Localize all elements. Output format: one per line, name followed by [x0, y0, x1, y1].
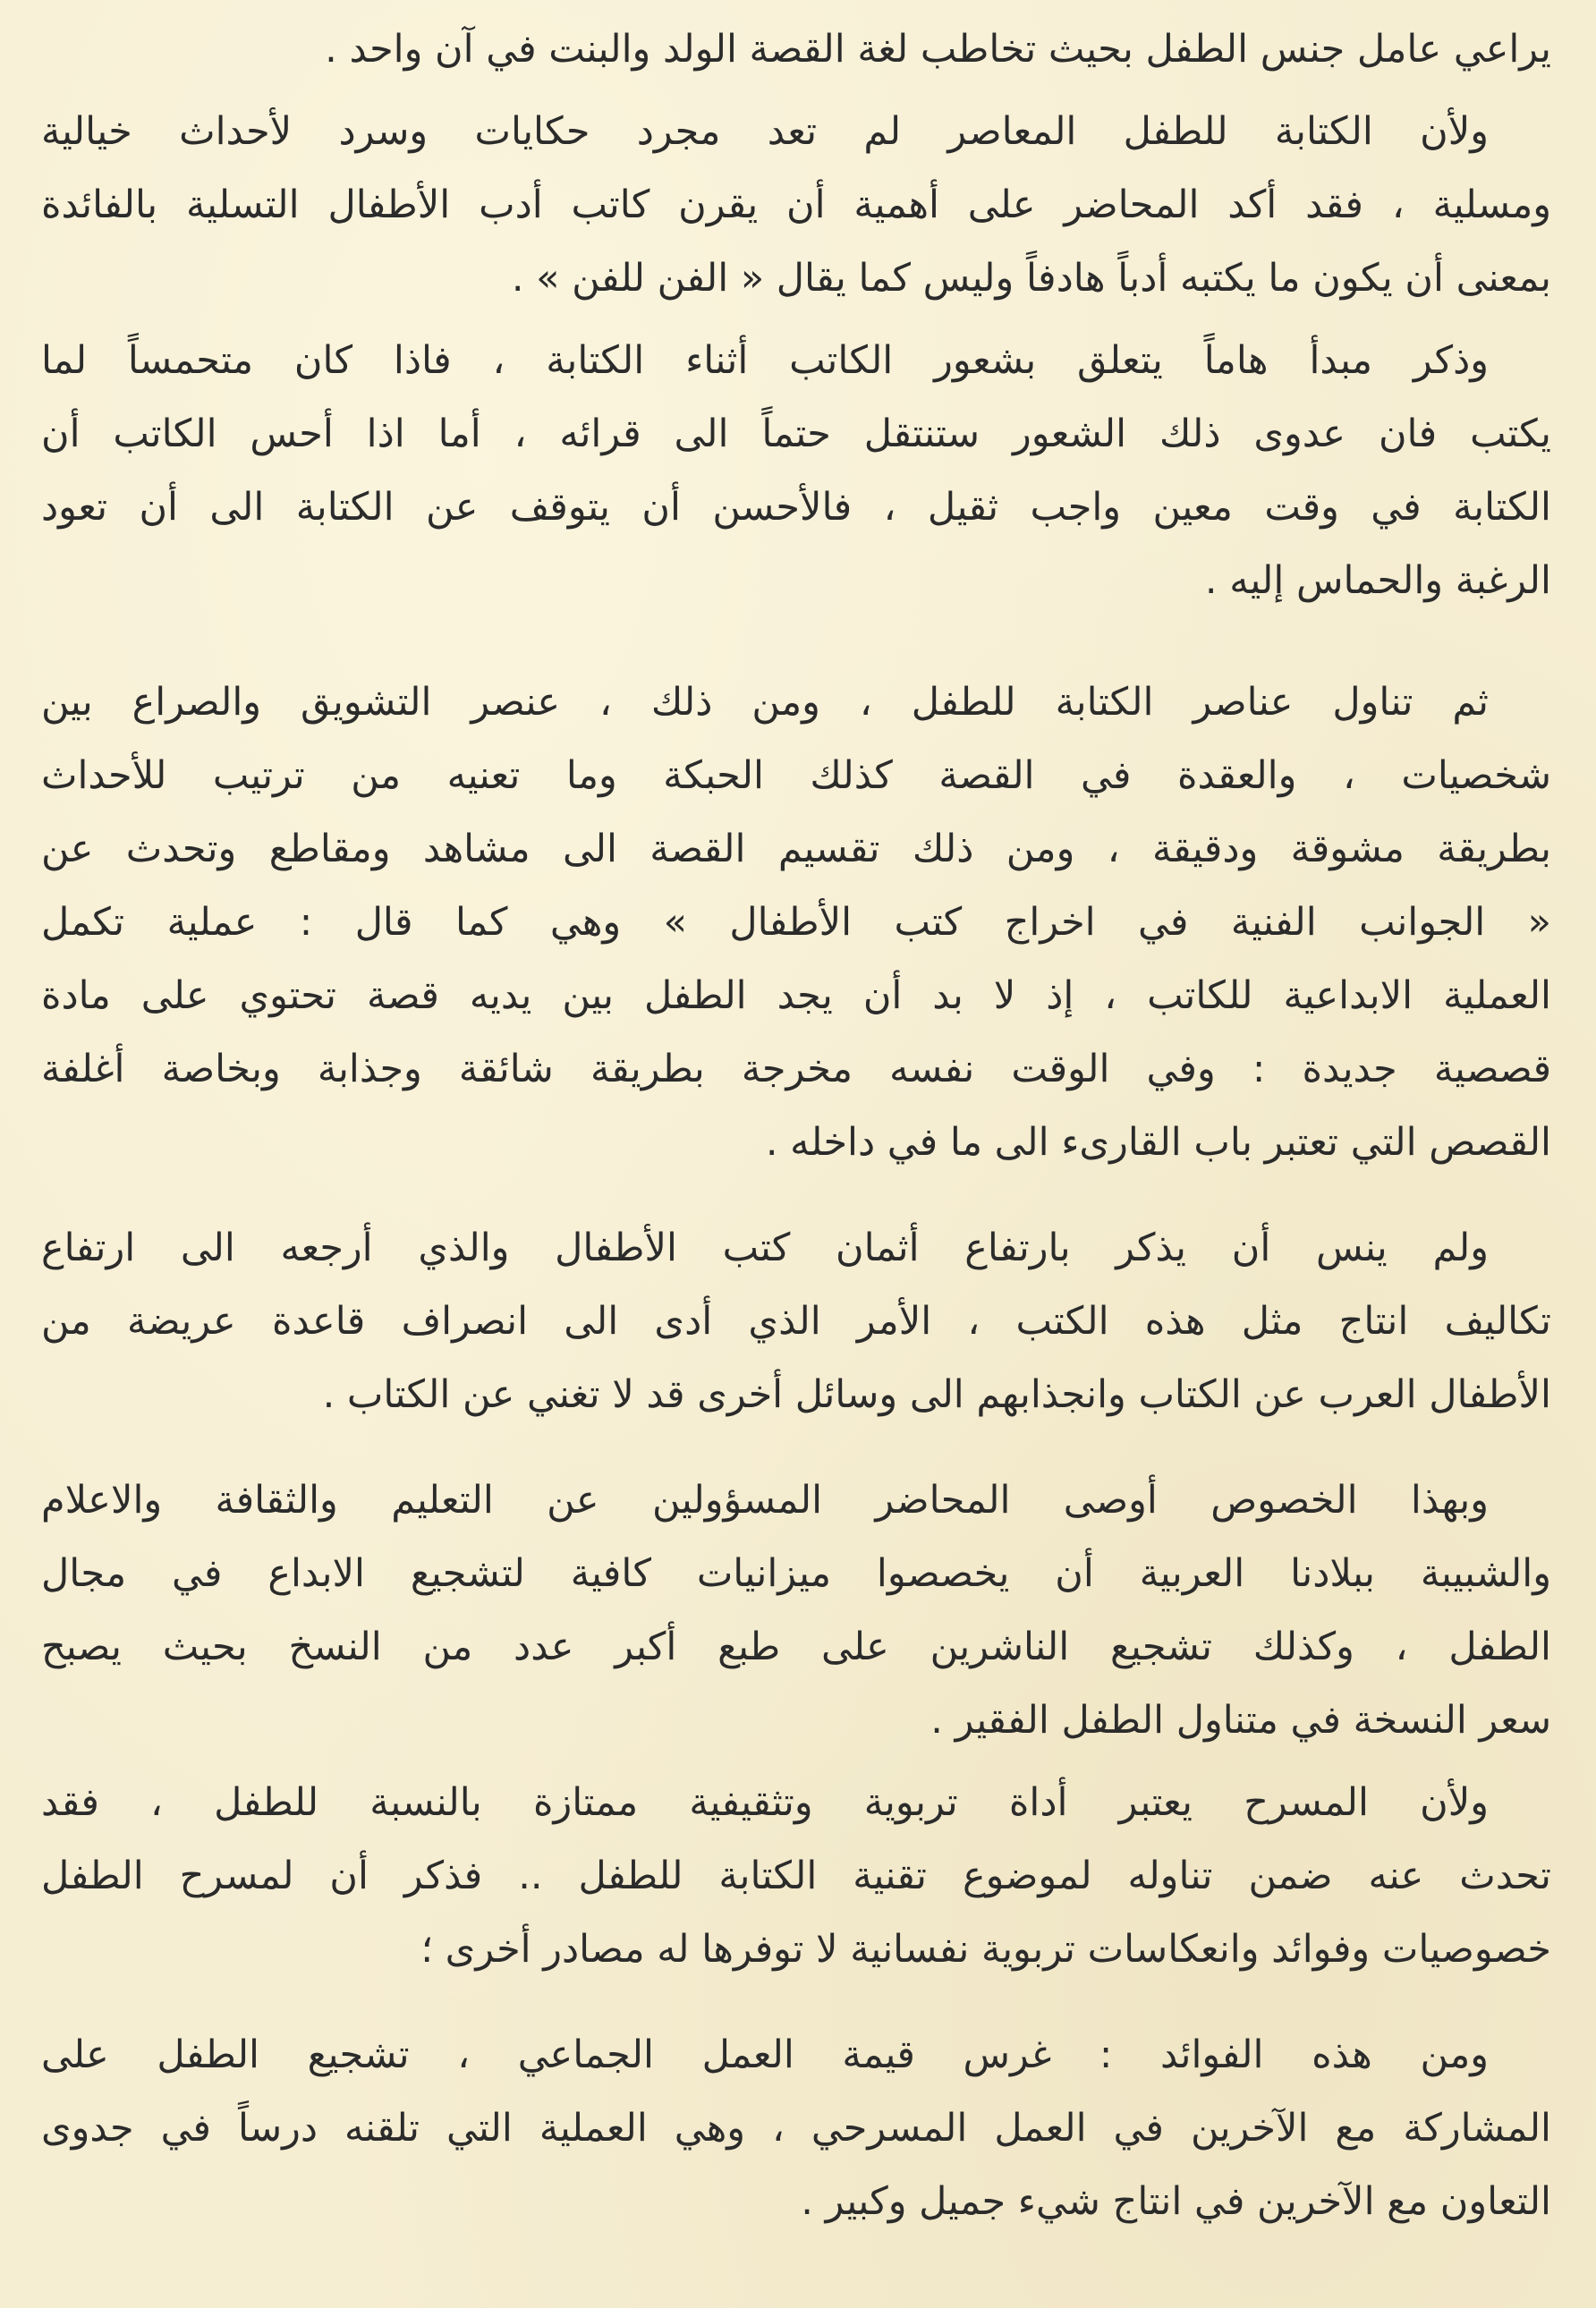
text-line: تكاليف انتاج مثل هذه الكتب ، الأمر الذي أدى الى انصراف قاعدة عريضة من [41, 1299, 1551, 1344]
paragraph-gap [41, 86, 1551, 95]
paragraph-4 [41, 666, 1551, 1179]
paragraph-2 [41, 95, 1551, 315]
paragraph-gap [41, 617, 1551, 666]
text-line: والشبيبة ببلادنا العربية أن يخصصوا ميزانيات كافية لتشجيع الابداع في مجال [41, 1551, 1551, 1596]
paragraph-gap [41, 1757, 1551, 1766]
text-line: وبهذا الخصوص أوصى المحاضر المسؤولين عن التعليم والثقافة والاعلام [41, 1478, 1489, 1523]
text-line: سعر النسخة في متناول الطفل الفقير . [930, 1698, 1551, 1743]
text-line: يكتب فان عدوى ذلك الشعور ستنتقل حتماً الى قرائه ، أما اذا أحس الكاتب أن [41, 412, 1551, 456]
text-line: التعاون مع الآخرين في انتاج شيء جميل وكبير . [801, 2179, 1551, 2224]
text-line: خصوصيات وفوائد وانعكاسات تربوية نفسانية لا توفرها له مصادر أخرى ؛ [420, 1927, 1551, 1972]
text-line: بمعنى أن يكون ما يكتبه أدباً هادفاً وليس كما يقال « الفن للفن » . [511, 256, 1551, 301]
text-line: الأطفال العرب عن الكتاب وانجذابهم الى وسائل أخرى قد لا تغني عن الكتاب . [322, 1372, 1551, 1417]
text-line: ومسلية ، فقد أكد المحاضر على أهمية أن يقرن كاتب أدب الأطفال التسلية بالفائدة [41, 182, 1551, 227]
text-line: ولم ينس أن يذكر بارتفاع أثمان كتب الأطفال والذي أرجعه الى ارتفاع [41, 1226, 1489, 1270]
text-line: شخصيات ، والعقدة في القصة كذلك الحبكة وما تعنيه من ترتيب للأحداث [41, 753, 1551, 798]
text-line: تحدث عنه ضمن تناوله لموضوع تقنية الكتابة للطفل .. فذكر أن لمسرح الطفل [41, 1854, 1551, 1898]
paragraph-gap [41, 1179, 1551, 1211]
text-line: المشاركة مع الآخرين في العمل المسرحي ، وهي العملية التي تلقنه درساً في جدوى [41, 2106, 1551, 2151]
text-line: بطريقة مشوقة ودقيقة ، ومن ذلك تقسيم القصة الى مشاهد ومقاطع وتحدث عن [41, 827, 1551, 871]
text-line: ولأن المسرح يعتبر أداة تربوية وتثقيفية ممتازة بالنسبة للطفل ، فقد [41, 1780, 1489, 1825]
paragraph-gap [41, 1431, 1551, 1464]
text-line: الرغبة والحماس إليه . [1204, 558, 1551, 603]
text-line: العملية الابداعية للكاتب ، إذ لا بد أن يجد الطفل بين يديه قصة تحتوي على مادة [41, 973, 1551, 1018]
text-line: الكتابة في وقت معين واجب ثقيل ، فالأحسن أن يتوقف عن الكتابة الى أن تعود [41, 485, 1551, 530]
text-line: ومن هذه الفوائد : غرس قيمة العمل الجماعي ، تشجيع الطفل على [41, 2032, 1489, 2077]
paragraph-gap [41, 315, 1551, 324]
text-line: يراعي عامل جنس الطفل بحيث تخاطب لغة القصة الولد والبنت في آن واحد . [325, 27, 1551, 72]
paragraph-8 [41, 2018, 1551, 2238]
text-line: ولأن الكتابة للطفل المعاصر لم تعد مجرد حكايات وسرد لأحداث خيالية [41, 109, 1489, 154]
paragraph-5 [41, 1211, 1551, 1431]
paragraph-7 [41, 1766, 1551, 1986]
text-line: وذكر مبدأ هاماً يتعلق بشعور الكاتب أثناء الكتابة ، فاذا كان متحمساً لما [41, 338, 1489, 383]
paragraph-gap [41, 1986, 1551, 2018]
paragraph-1 [41, 13, 1551, 86]
paragraph-3 [41, 324, 1551, 617]
text-line: قصصية جديدة : وفي الوقت نفسه مخرجة بطريقة شائقة وجذابة وبخاصة أغلفة [41, 1047, 1551, 1091]
text-line: الطفل ، وكذلك تشجيع الناشرين على طبع أكبر عدد من النسخ بحيث يصبح [41, 1625, 1551, 1669]
text-line: ثم تناول عناصر الكتابة للطفل ، ومن ذلك ، عنصر التشويق والصراع بين [41, 680, 1489, 725]
paragraph-6 [41, 1464, 1551, 1757]
text-line: القصص التي تعتبر باب القارىء الى ما في داخله . [765, 1120, 1551, 1165]
text-line: « الجوانب الفنية في اخراج كتب الأطفال » وهي كما قال : عملية تكمل [41, 900, 1551, 945]
